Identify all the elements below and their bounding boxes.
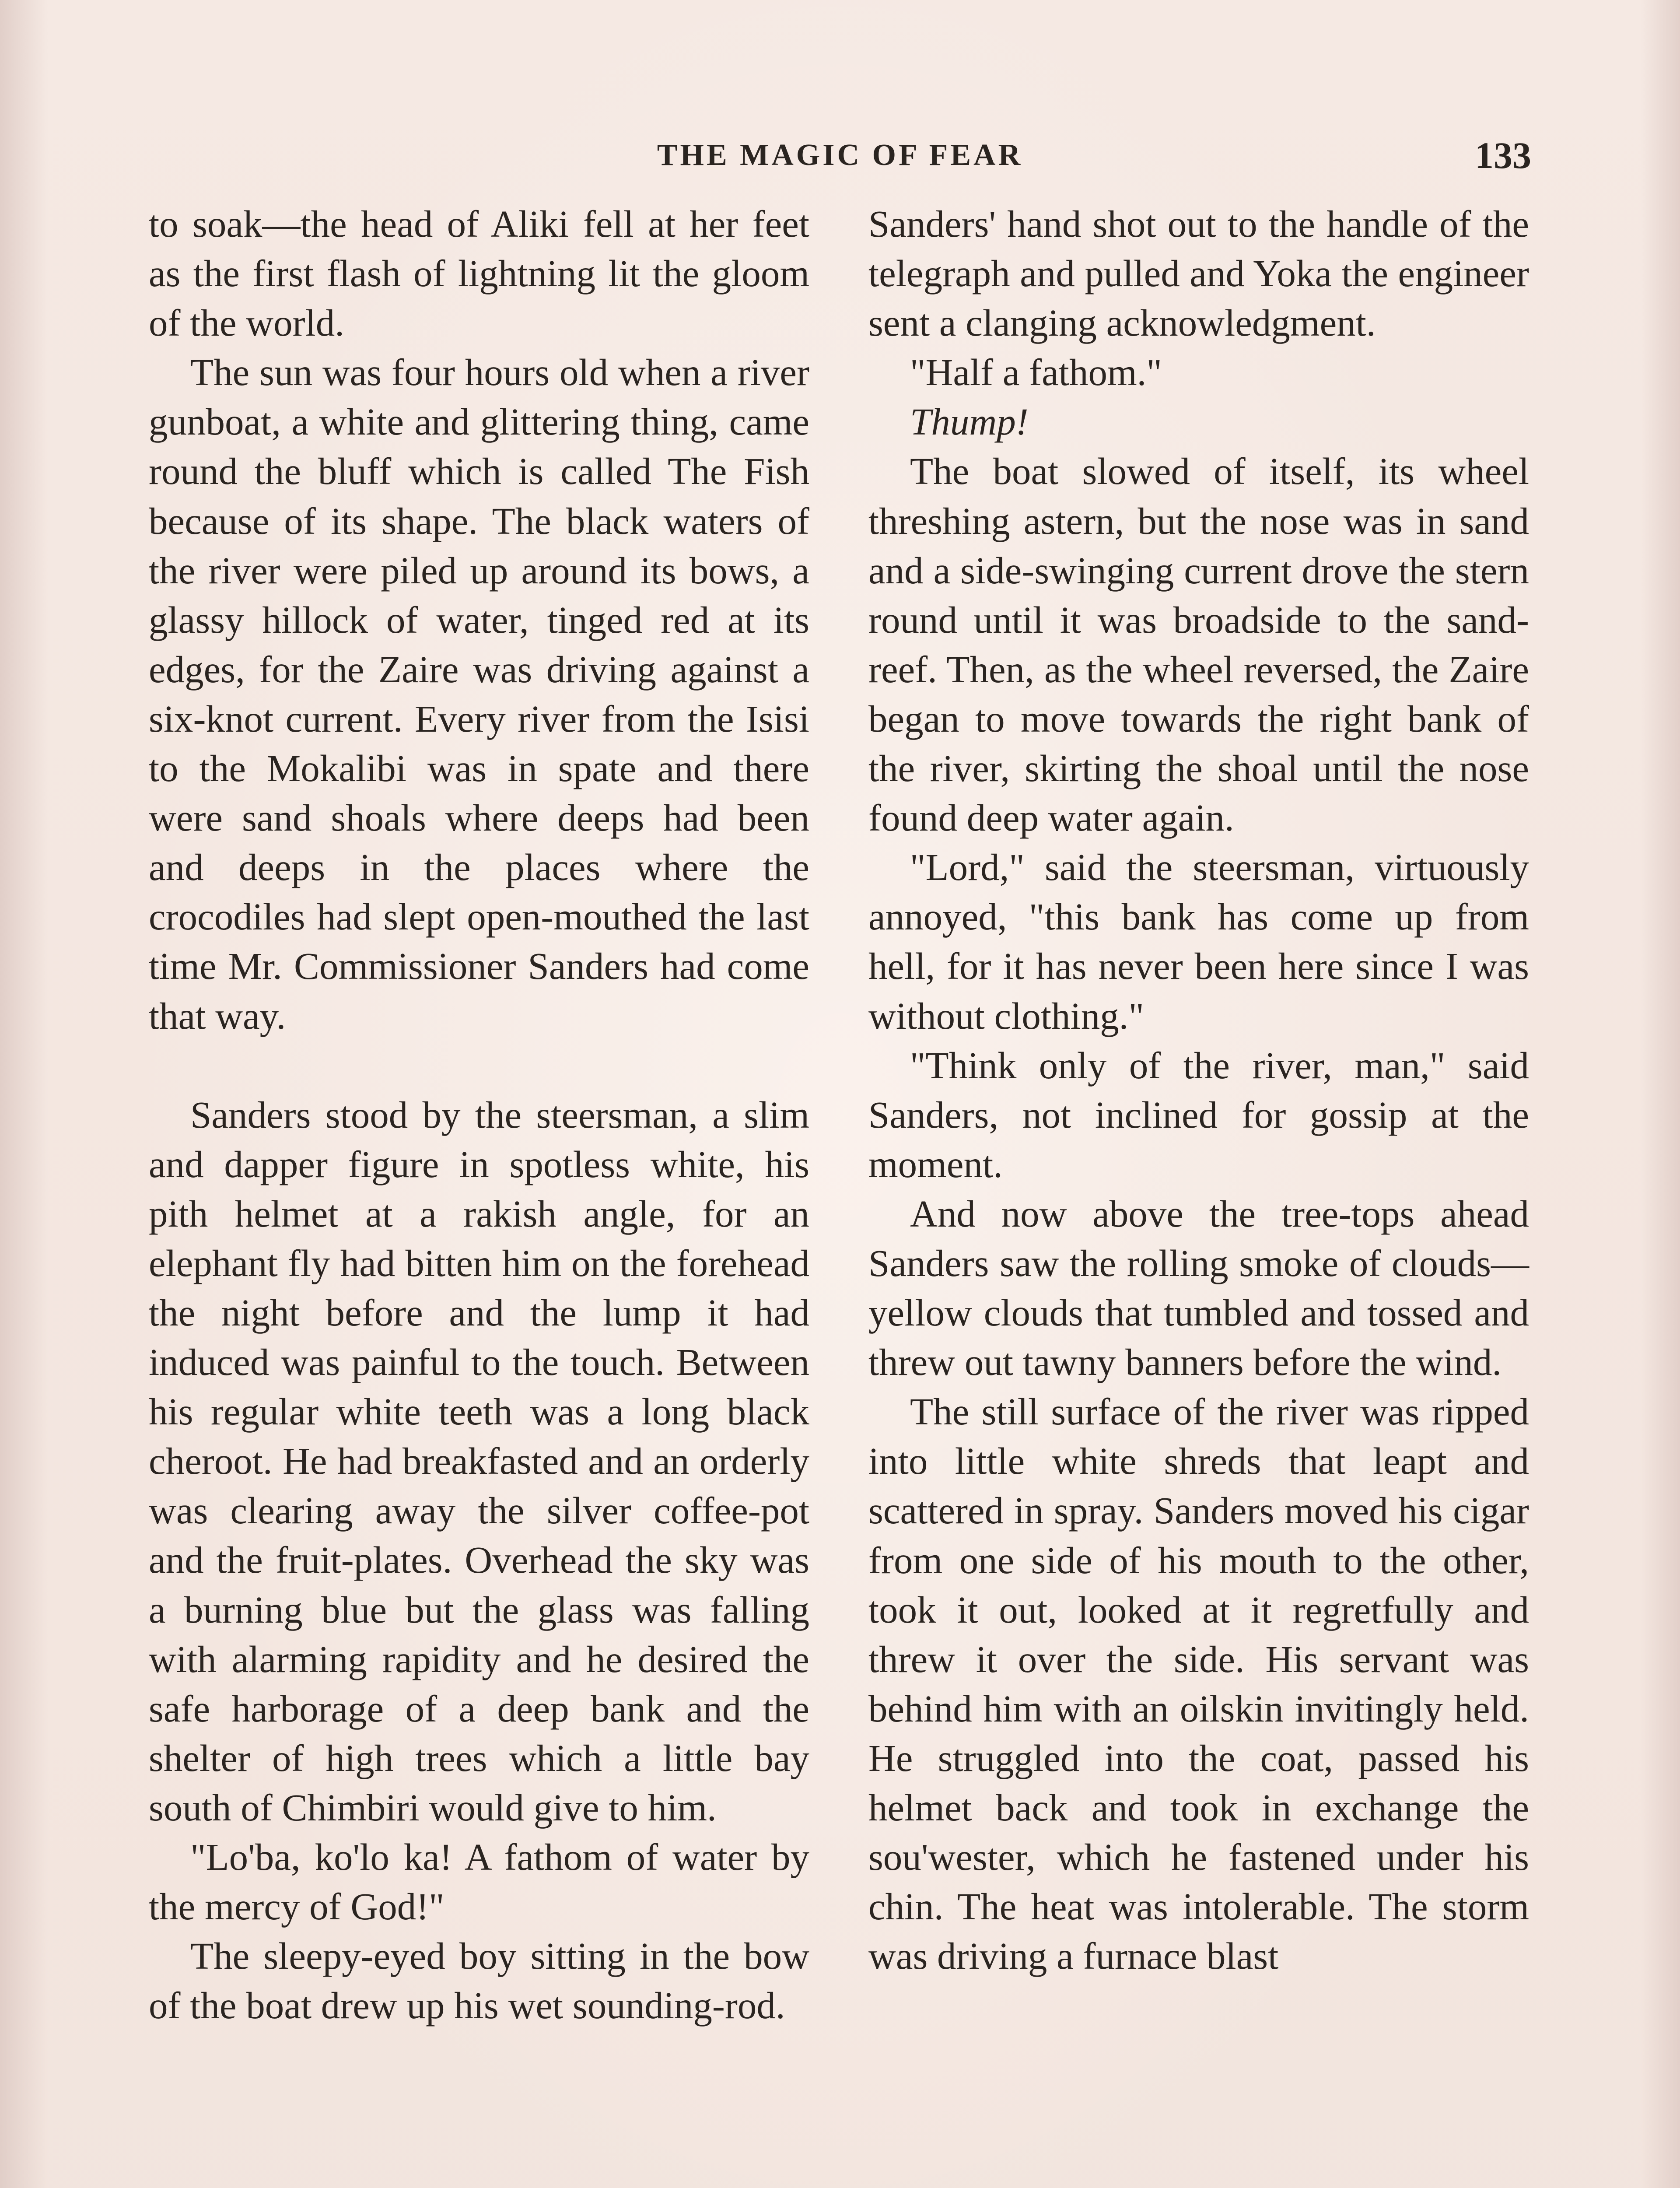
paragraph: The still surface of the river was ripped into little white shreds that leapt and scattered in spray. Sanders moved his cigar from one side of his mouth to the other, took it out, looked at it regretfully and threw it over the side. His servant was behind him with an oilskin invitingly held. He struggled into the coat, passed his helmet back and took in exchange the sou'wester, which he fastened under his chin. The heat was intolerable. The storm was driving a furnace blast — [868, 1390, 1529, 1978]
paragraph: "Half a fathom." — [910, 351, 1162, 394]
paragraph: The sleepy-eyed boy sitting in the bow of the boat drew up his wet sounding-rod. — [149, 1935, 809, 2027]
page-number: 133 — [1475, 134, 1531, 176]
paragraph: And now above the tree-tops ahead Sanders saw the rolling smoke of clouds—yellow clouds that tumbled and tossed and threw out tawny banners before the wind. — [868, 1192, 1529, 1384]
paragraph: "Think only of the river, man," said Sanders, not inclined for gossip at the moment. — [868, 1044, 1529, 1185]
page-shadow-right — [1641, 0, 1680, 2188]
paragraph: The sun was four hours old when a river gunboat, a white and glittering thing, came round the bluff which is called The Fish because of its shape. The black waters of the river were piled up around its bows, a glassy hillock of water, tinged red at its edges, for the Zaire was driving against a six-knot current. Every river from the Isisi to the Mokalibi was in spate and there were sand shoals where deeps had been and deeps in the places where the crocodiles had slept open-mouthed the last time Mr. Commissioner Sanders had come that way. — [149, 351, 809, 1037]
paragraph: "Lo'ba, ko'lo ka! A fathom of water by the mercy of God!" — [149, 1836, 809, 1928]
paragraph: "Lord," said the steersman, virtuously annoyed, "this bank has come up from hell, for it has never been here since I was without clothing." — [868, 846, 1529, 1037]
page-header — [149, 131, 1531, 179]
page-shadow-left — [0, 0, 48, 2188]
paragraph: Thump! — [910, 400, 1029, 443]
running-head: THE MAGIC OF FEAR — [657, 138, 1023, 172]
paragraph: Sanders stood by the steersman, a slim and dapper figure in spotless white, his pith helmet at a rakish angle, for an elephant fly had bitten him on the forehead the night before and the lump it had induced was painful to the touch. Between his regular white teeth was a long black cheroot. He had breakfasted and an orderly was clearing away the silver coffee-pot and the fruit-plates. Overhead the sky was a burning blue but the glass was falling with alarming rapidity and he desired the safe harborage of a deep bank and the shelter of high trees which a little bay south of Chimbiri would give to him. — [149, 1093, 809, 1829]
left-column — [149, 199, 809, 2030]
paragraph: Sanders' hand shot out to the handle of the telegraph and pulled and Yoka the engineer sent a clanging acknowledgment. — [868, 203, 1529, 344]
right-column — [868, 199, 1529, 1981]
paragraph: The boat slowed of itself, its wheel threshing astern, but the nose was in sand and a side-swinging current drove the stern round until it was broadside to the sand-reef. Then, as the wheel reversed, the Zaire began to move towards the right bank of the river, skirting the shoal until the nose found deep water again. — [868, 450, 1529, 839]
paragraph: to soak—the head of Aliki fell at her feet as the first flash of lightning lit the gloom of the world. — [149, 203, 809, 344]
